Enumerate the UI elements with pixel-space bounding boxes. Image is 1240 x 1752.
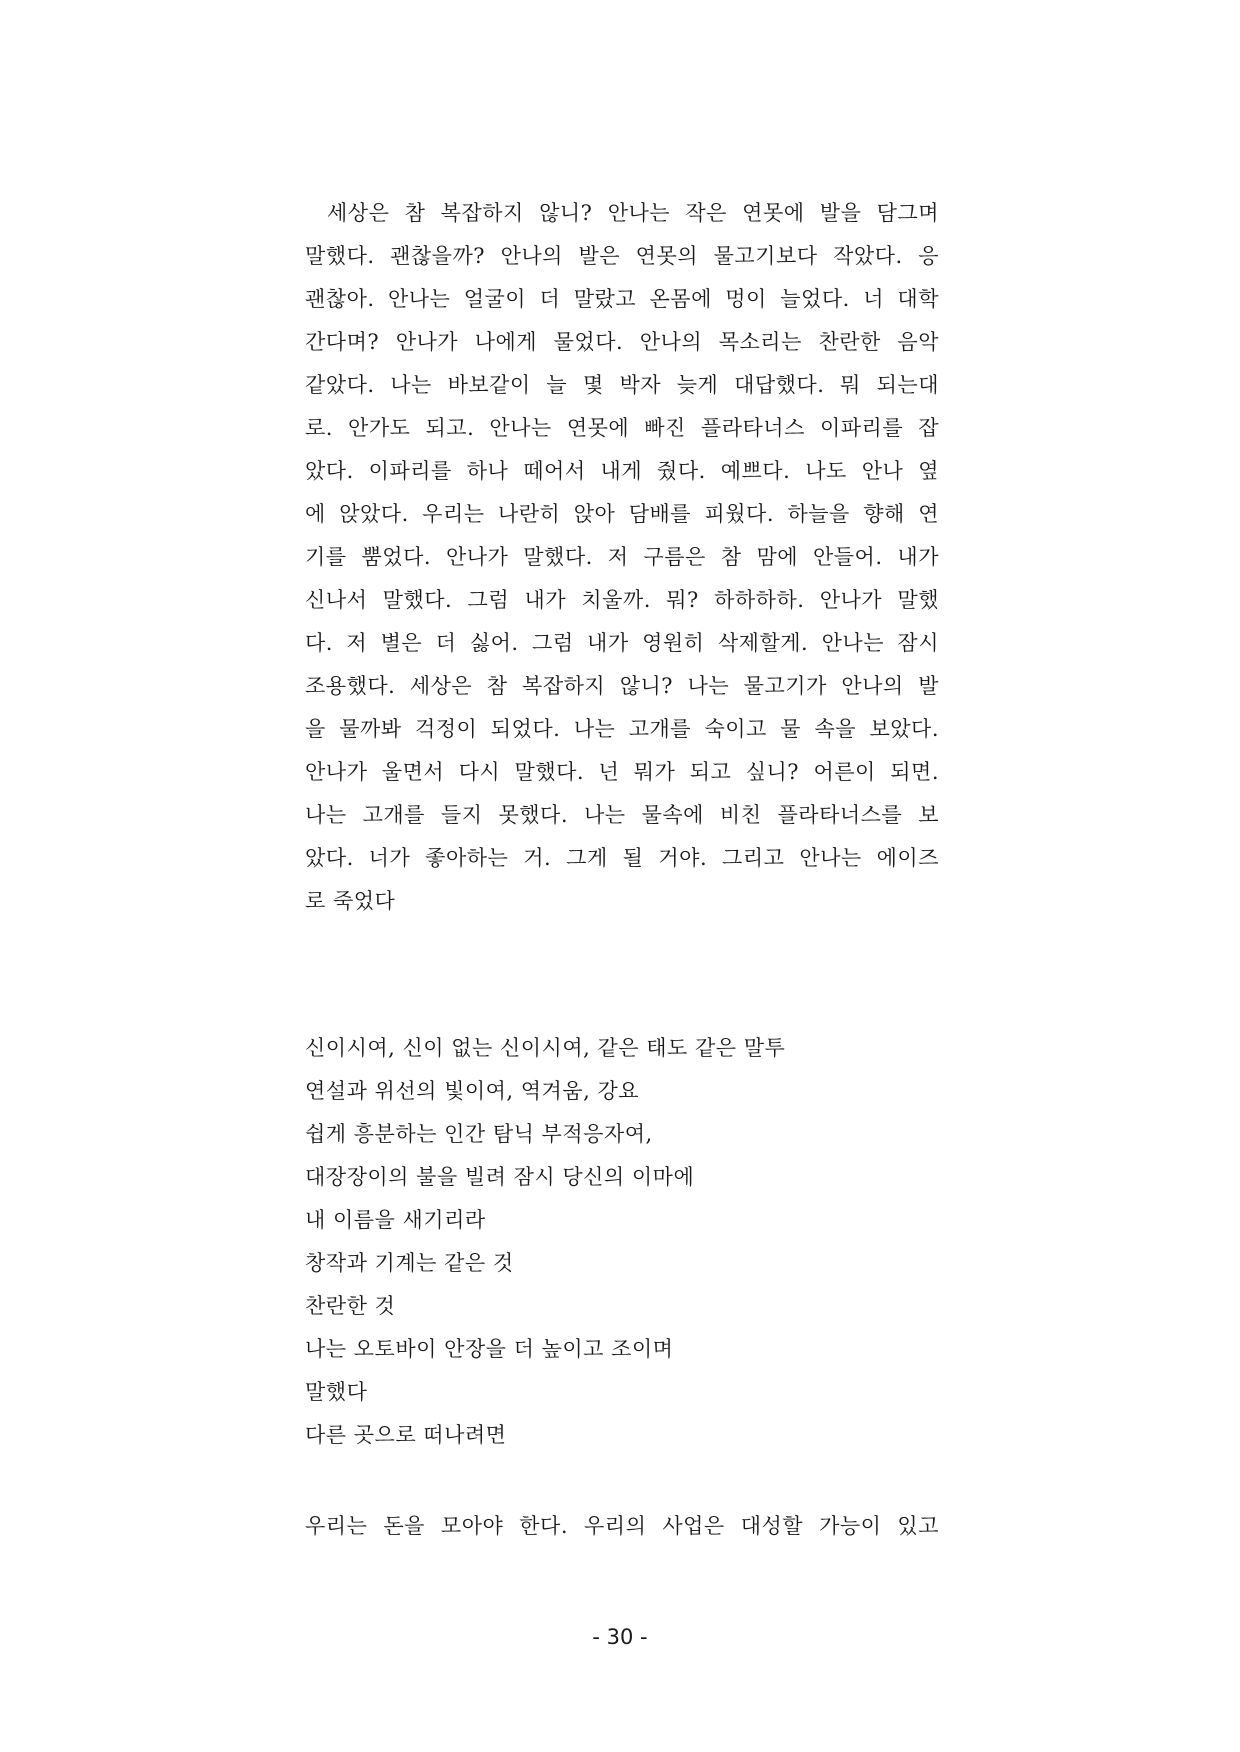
- closing-line: 우리는 돈을 모아야 한다. 우리의 사업은 대성할 가능이 있고: [305, 1514, 939, 1538]
- prose-line: 말했다. 괜찮을까? 안나의 발은 연못의 물고기보다 작았다. 응: [305, 244, 939, 268]
- prose-paragraph: [305, 192, 939, 923]
- poem-line: 대장장이의 불을 빌려 잠시 당신의 이마에: [305, 1165, 695, 1189]
- prose-line: 괜찮아. 안나는 얼굴이 더 말랐고 온몸에 멍이 늘었다. 너 대학: [305, 287, 939, 311]
- prose-line: 에 앉았다. 우리는 나란히 앉아 담배를 피웠다. 하늘을 향해 연: [305, 502, 939, 526]
- closing-paragraph: [305, 1505, 939, 1548]
- prose-line: 기를 뿜었다. 안나가 말했다. 저 구름은 참 맘에 안들어. 내가: [305, 545, 939, 569]
- poem-line: 말했다: [305, 1380, 368, 1404]
- prose-line: 간다며? 안나가 나에게 물었다. 안나의 목소리는 찬란한 음악: [305, 330, 939, 354]
- poem-line: 쉽게 흥분하는 인간 탐닉 부적응자여,: [305, 1122, 653, 1146]
- prose-line: 다. 저 별은 더 싫어. 그럼 내가 영원히 삭제할게. 안나는 잠시: [305, 631, 939, 655]
- poem-stanza: [305, 1027, 939, 1457]
- poem-line: 찬란한 것: [305, 1294, 396, 1318]
- prose-line: 신나서 말했다. 그럼 내가 치울까. 뭐? 하하하하. 안나가 말했: [305, 588, 939, 612]
- prose-line: 로 죽었다: [305, 889, 396, 913]
- prose-line: 았다. 이파리를 하나 떼어서 내게 줬다. 예쁘다. 나도 안나 옆: [305, 459, 939, 483]
- poem-line: 나는 오토바이 안장을 더 높이고 조이며: [305, 1337, 674, 1361]
- prose-line: 같았다. 나는 바보같이 늘 몇 박자 늦게 대답했다. 뭐 되는대: [305, 373, 939, 397]
- poem-line: 내 이름을 새기리라: [305, 1208, 486, 1232]
- poem-line: 연설과 위선의 빛이여, 역겨움, 강요: [305, 1079, 640, 1103]
- prose-line: 세상은 참 복잡하지 않니? 안나는 작은 연못에 발을 담그며: [327, 201, 939, 225]
- prose-line: 을 물까봐 걱정이 되었다. 나는 고개를 숙이고 물 속을 보았다.: [305, 717, 939, 741]
- prose-line: 았다. 너가 좋아하는 거. 그게 될 거야. 그리고 안나는 에이즈: [305, 846, 939, 870]
- poem-line: 다른 곳으로 떠나려면: [305, 1423, 507, 1447]
- poem-line: 신이시여, 신이 없는 신이시여, 같은 태도 같은 말투: [305, 1036, 786, 1060]
- page-number: - 30 -: [592, 1625, 648, 1649]
- prose-line: 나는 고개를 들지 못했다. 나는 물속에 비친 플라타너스를 보: [305, 803, 939, 827]
- poem-line: 창작과 기계는 같은 것: [305, 1251, 514, 1275]
- prose-line: 로. 안가도 되고. 안나는 연못에 빠진 플라타너스 이파리를 잡: [305, 416, 939, 440]
- prose-line: 안나가 울면서 다시 말했다. 넌 뭐가 되고 싶니? 어른이 되면.: [305, 760, 939, 784]
- prose-line: 조용했다. 세상은 참 복잡하지 않니? 나는 물고기가 안나의 발: [305, 674, 939, 698]
